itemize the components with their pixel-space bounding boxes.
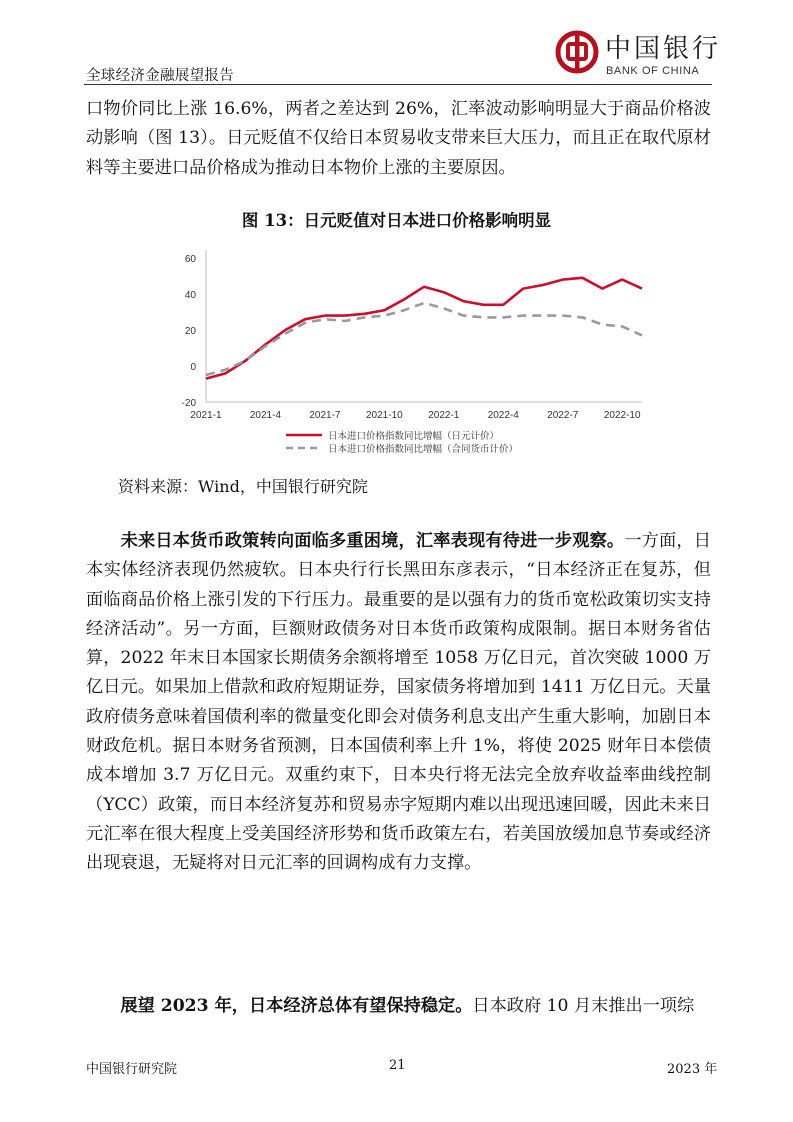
- footer-publisher: 中国银行研究院: [86, 1062, 178, 1077]
- logo-english-name: BANK OF CHINA: [606, 65, 700, 77]
- footer-year: 2023 年: [667, 1062, 718, 1077]
- bank-logo: [553, 28, 722, 80]
- y-tick-label: 20: [184, 326, 196, 337]
- x-tick-label: 2021-7: [309, 410, 341, 421]
- page-number: 21: [389, 1058, 406, 1073]
- body-paragraph-3: [86, 992, 711, 1021]
- x-tick-label: 2021-1: [190, 410, 222, 421]
- report-title: 全球经济金融展望报告: [86, 68, 234, 84]
- paragraph-3-lead: 展望 2023 年，日本经济总体有望保持稳定。: [120, 996, 473, 1016]
- legend-label-1: 日本进口价格指数同比增幅（日元计价）: [328, 431, 500, 442]
- x-tick-label: 2021-4: [249, 410, 282, 421]
- import-price-line-chart: [180, 240, 650, 470]
- paragraph-2-lead: 未来日本货币政策转向面临多重困境，汇率表现有待进一步观察。: [120, 531, 625, 551]
- legend-label-2: 日本进口价格指数同比增幅（合同货币计价）: [328, 444, 519, 455]
- x-tick-label: 2022-4: [487, 410, 519, 421]
- series-line-1: [206, 278, 642, 379]
- x-tick-label: 2022-1: [428, 410, 460, 421]
- header-rule: [84, 84, 712, 85]
- figure-source: 资料来源：Wind，中国银行研究院: [118, 477, 368, 496]
- bank-of-china-emblem-icon: [555, 30, 599, 74]
- paragraph-2-text: 一方面，日本实体经济表现仍然疲软。日本央行行长黑田东彦表示，“日本经济正在复苏，但面临商品价格上涨引发的下行压力。最重要的是以强有力的货币宽松政策切实支持经济活动”。另一方面，巨额财政债务对日本货币政策构成限制。据日本财务省估算，2022 年末日本国家长期债务余额将增至 1058 万亿日元，首次突破 1000 万亿日元。如果加上借款和政府短期证券，国家债务将增加到 1411 万亿日元。天量政府债务意味着国债利率的微量变化即会对债务利息支出产生重大影响，加剧日本财政危机。据日本财务省预测，日本国债利率上升 1%，将使 2025 财年日本偿债成本增加 3.7 万亿日元。双重约束下，日本央行将无法完全放弃收益率曲线控制（YCC）政策，而日本经济复苏和贸易赤字短期内难以出现迅速回暖，因此未来日元汇率在很大程度上受美国经济形势和货币政策左右，若美国放缓加息节奏或经济出现衰退，无疑将对日元汇率的回调构成有力支撑。: [86, 531, 711, 874]
- y-tick-label: 60: [184, 254, 196, 265]
- intro-paragraph: 口物价同比上涨 16.6%，两者之差达到 26%，汇率波动影响明显大于商品价格波动影响（图 13）。日元贬值不仅给日本贸易收支带来巨大压力，而且正在取代原材料等主要进口品价格成为推动日本物价上涨的主要原因。: [86, 99, 711, 178]
- y-tick-label: 0: [190, 362, 196, 373]
- x-tick-label: 2022-10: [603, 410, 641, 421]
- logo-chinese-name: 中国银行: [605, 34, 722, 64]
- paragraph-3-text: 日本政府 10 月末推出一项综: [472, 996, 695, 1016]
- body-paragraph-2: [86, 527, 711, 879]
- y-tick-label: -20: [181, 398, 196, 409]
- x-tick-label: 2022-7: [547, 410, 579, 421]
- x-tick-label: 2021-10: [366, 410, 403, 421]
- y-tick-label: 40: [184, 290, 196, 301]
- figure-title: 图 13：日元贬值对日本进口价格影响明显: [241, 211, 552, 230]
